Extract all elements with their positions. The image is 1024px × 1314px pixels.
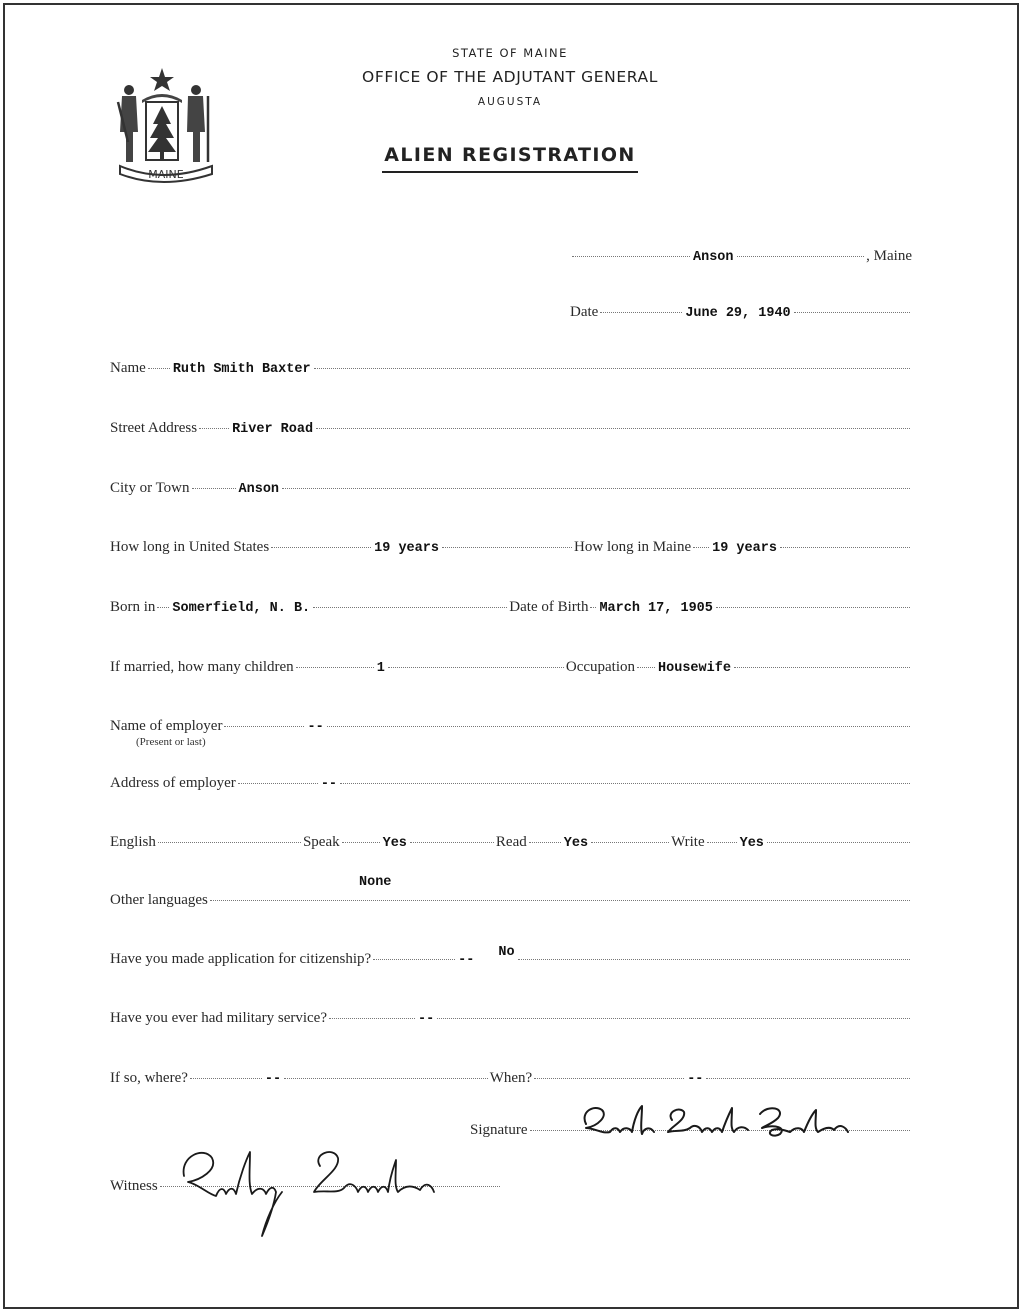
citizenship-value: No: [498, 945, 515, 960]
service-where-when-row: [110, 1070, 912, 1087]
maine-duration-label: How long in Maine: [574, 539, 692, 555]
date-field[interactable]: [570, 304, 912, 321]
english-label: English: [110, 834, 156, 850]
city-town-value: Anson: [238, 482, 280, 497]
form-title: ALIEN REGISTRATION: [300, 144, 720, 173]
birth-row: [110, 599, 912, 616]
witness-label: Witness: [110, 1178, 158, 1194]
city-town-field[interactable]: [110, 480, 912, 497]
employer-name-field[interactable]: [110, 718, 912, 735]
name-value: Ruth Smith Baxter: [172, 362, 311, 377]
where-label: If so, where?: [110, 1070, 188, 1086]
employer-address-field[interactable]: [110, 775, 912, 792]
street-address-field[interactable]: [110, 420, 912, 437]
citizenship-field[interactable]: [110, 945, 912, 968]
citizenship-label: Have you made application for citizenship?: [110, 951, 372, 967]
city-heading: AUGUSTA: [477, 96, 543, 108]
military-service-field[interactable]: [110, 1010, 912, 1027]
where-value[interactable]: --: [264, 1072, 282, 1087]
date-value: June 29, 1940: [685, 306, 791, 321]
date-label: Date: [570, 304, 599, 320]
born-in-label: Born in: [110, 599, 156, 615]
date-of-birth-label: Date of Birth: [509, 599, 589, 615]
children-occupation-row: [110, 659, 912, 676]
street-address-value: River Road: [232, 422, 314, 437]
seal-banner-text: MAINE: [148, 168, 184, 181]
us-duration-label: How long in United States: [110, 539, 270, 555]
maine-state-seal: [112, 58, 222, 188]
other-languages-field[interactable]: [110, 892, 912, 909]
employer-address-label: Address of employer: [110, 775, 236, 791]
write-label: Write: [671, 834, 705, 850]
street-address-label: Street Address: [110, 420, 198, 436]
state-heading: STATE OF MAINE: [452, 46, 568, 60]
military-service-value: --: [418, 1012, 435, 1027]
city-town-label: City or Town: [110, 480, 190, 496]
other-languages-value[interactable]: None: [359, 875, 392, 890]
read-label: Read: [495, 834, 527, 850]
when-value[interactable]: --: [687, 1072, 704, 1087]
children-value[interactable]: 1: [376, 661, 385, 676]
name-field[interactable]: [110, 360, 912, 377]
maine-duration-value[interactable]: 19 years: [712, 541, 777, 556]
occupation-value[interactable]: Housewife: [658, 661, 731, 676]
employer-address-value: --: [320, 777, 338, 792]
employer-name-label: Name of employer: [110, 718, 223, 734]
employer-sublabel: (Present or last): [136, 736, 206, 748]
speak-value[interactable]: Yes: [382, 836, 407, 851]
witness-handwriting: [170, 1136, 440, 1246]
place-suffix: , Maine: [866, 248, 912, 264]
name-label: Name: [110, 360, 146, 376]
when-label: When?: [489, 1070, 533, 1086]
occupation-label: Occupation: [565, 659, 636, 675]
office-heading: OFFICE OF THE ADJUTANT GENERAL: [362, 68, 658, 86]
military-service-label: Have you ever had military service?: [110, 1010, 327, 1026]
other-languages-label: Other languages: [110, 892, 208, 908]
born-in-value[interactable]: Somerfield, N. B.: [172, 601, 311, 616]
signature-label: Signature: [470, 1122, 528, 1138]
citizenship-dash: --: [458, 953, 475, 968]
place-value: Anson: [693, 250, 734, 265]
speak-label: Speak: [302, 834, 340, 850]
us-duration-value[interactable]: 19 years: [374, 541, 439, 556]
write-value[interactable]: Yes: [739, 836, 764, 851]
residence-duration-row: [110, 539, 912, 556]
employer-name-value: --: [307, 720, 324, 735]
english-row: [110, 834, 912, 851]
children-label: If married, how many children: [110, 659, 294, 675]
signature-handwriting: [572, 1098, 872, 1146]
read-value[interactable]: Yes: [563, 836, 589, 851]
place-field[interactable]: [570, 248, 912, 265]
date-of-birth-value[interactable]: March 17, 1905: [599, 601, 713, 616]
